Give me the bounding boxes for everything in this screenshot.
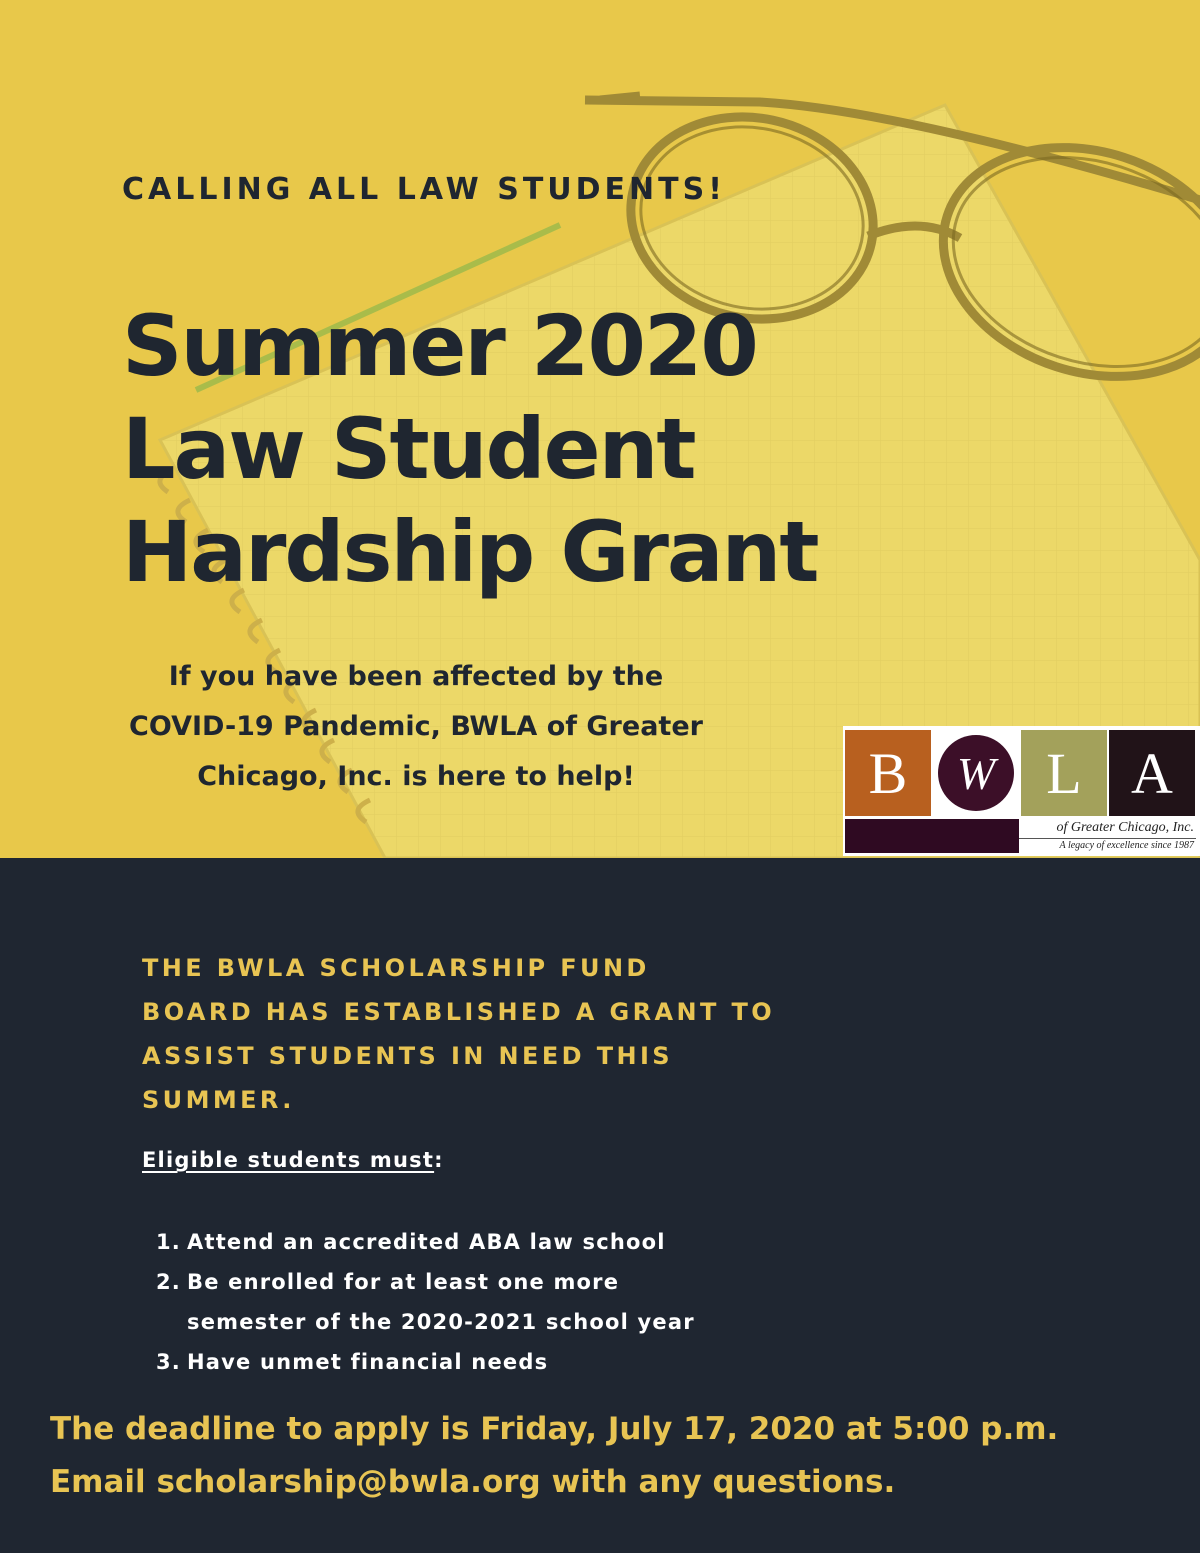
title-line-2: Law Student	[122, 400, 695, 498]
logo-subtagline: A legacy of excellence since 1987	[1059, 840, 1194, 851]
list-item	[156, 1342, 695, 1382]
title-line-3: Hardship Grant	[122, 503, 818, 601]
logo-letter-b: B	[845, 730, 931, 816]
title-line-1: Summer 2020	[122, 297, 757, 395]
list-item	[156, 1222, 695, 1262]
list-number: 3.	[156, 1350, 181, 1374]
announcement-line-3: ASSIST STUDENTS IN NEED THIS	[142, 1042, 673, 1070]
announcement-line-4: SUMMER.	[142, 1086, 295, 1114]
kicker-heading: CALLING ALL LAW STUDENTS!	[122, 172, 726, 207]
intro-text: If you have been affected by the COVID-19 Pandemic, BWLA of Greater Chicago, Inc. is here to help!	[129, 661, 703, 792]
grant-title	[122, 295, 1022, 604]
list-text: semester of the 2020-2021 school year	[187, 1310, 695, 1334]
eligibility-heading-text: Eligible students must	[142, 1148, 435, 1172]
deadline-text: The deadline to apply is Friday, July 17, 2020 at 5:00 p.m.	[50, 1411, 1059, 1447]
announcement-line-1: THE BWLA SCHOLARSHIP FUND	[142, 954, 650, 982]
grant-announcement	[142, 946, 902, 1122]
list-number: 1.	[156, 1230, 181, 1254]
logo-letter-a: A	[1109, 730, 1195, 816]
logo-letter-l: L	[1021, 730, 1107, 816]
list-number: 2.	[156, 1270, 181, 1294]
contact-text: Email scholarship@bwla.org with any questions.	[50, 1464, 896, 1500]
logo-bar	[845, 819, 1019, 853]
list-text: Have unmet financial needs	[187, 1350, 549, 1374]
list-item	[156, 1302, 695, 1342]
logo-letter-w: W	[938, 735, 1014, 811]
list-text: Be enrolled for at least one more	[187, 1270, 620, 1294]
logo-tagline: of Greater Chicago, Inc.	[1056, 820, 1194, 835]
list-number	[156, 1302, 187, 1342]
details-section	[0, 858, 1200, 1553]
deadline-block	[50, 1403, 1058, 1509]
bwla-logo	[843, 726, 1200, 856]
announcement-line-2: BOARD HAS ESTABLISHED A GRANT TO	[142, 998, 776, 1026]
list-item	[156, 1262, 695, 1302]
logo-letter-w-tile	[933, 730, 1019, 816]
logo-divider	[1019, 838, 1196, 839]
list-text: Attend an accredited ABA law school	[187, 1230, 666, 1254]
requirements-list	[156, 1222, 695, 1382]
eligibility-heading	[142, 1148, 444, 1172]
eligibility-colon: :	[434, 1148, 444, 1172]
